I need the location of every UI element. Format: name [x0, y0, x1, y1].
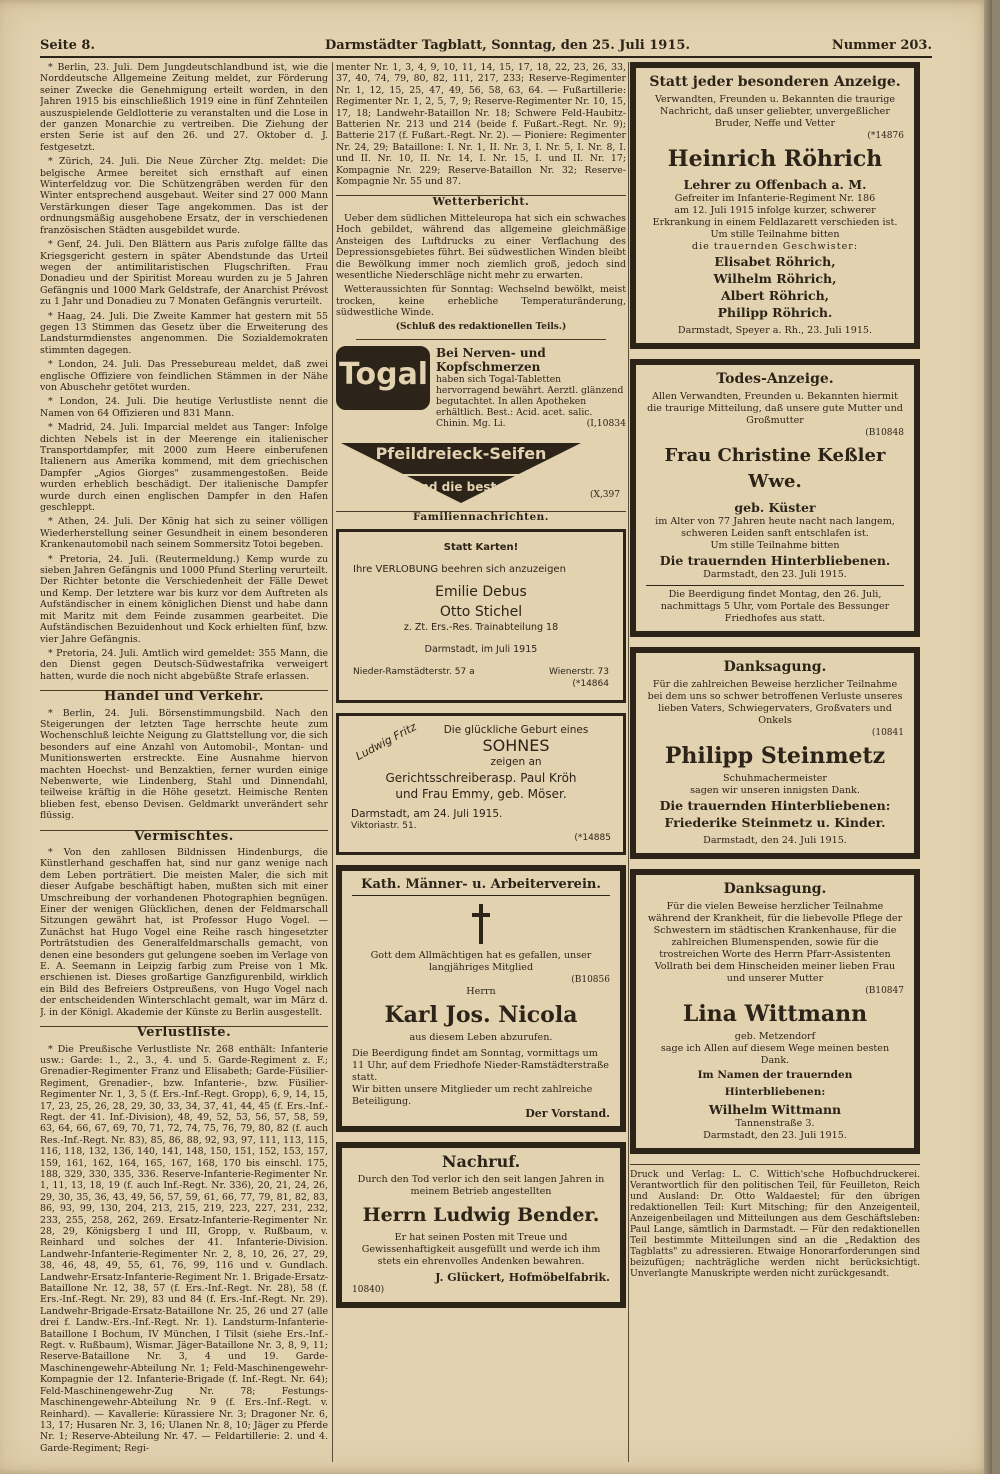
kessler-obituary — [630, 359, 920, 637]
nachruf-name: Herrn Ludwig Bender. — [362, 1204, 600, 1227]
birth-code: (*14885 — [574, 833, 611, 844]
birth-son: SOHNES — [482, 736, 550, 756]
roehrich-sibling: Wilhelm Röhrich, — [713, 271, 837, 286]
news-item: * Von den zahllosen Bildnissen Hindenburgs, die Künstlerhand geschaffen hat, sind nur ganz wenige nach dem Leben porträtiert. Die meisten Maler, die sich mit dieser Aufgabe beschäftigt haben, mußten sich mit einer Umschreibung der vorhandenen Photographien begnügen. Einer der wenigen Glücklichen, denen der Feldmarschall Sitzungen gewährt hat, ist Professor Hugo Vogel. — Zunächst hat Hugo Vogel eine Reihe rasch hingesetzter Porträtstudien des Generalfeldmarschalls gemacht, von denen eine besonders gut gelungene soeben im Verlage von E. A. Seemann in Leipzig farbig zum Preise von 1 Mk. erschienen ist. Dieses großartige Ganzfigurenbild, wirklich ein Bild des Befreiers Ostpreußens, von Hugo Vogel nach der entscheidenden Winterschlacht gemalt, war im März d. J. in der Königl. Akademie der Künste zu Berlin ausgestellt. — [40, 847, 328, 1018]
engagement-unit: z. Zt. Ers.-Res. Trainabteilung 18 — [403, 622, 559, 634]
weather-forecast: Wetteraussichten für Sonntag: Wechselnd bewölkt, meist trocken, keine erhebliche Temperaturänderung, südwestliche Winde. — [336, 284, 626, 319]
roehrich-rank: Gefreiter im Infanterie-Regiment Nr. 186 — [674, 193, 876, 204]
divider — [630, 1164, 920, 1165]
steinmetz-text4: Friederike Steinmetz u. Kinder. — [664, 815, 886, 830]
verein-text4: Wir bitten unsere Mitglieder um recht zahlreiche Beteiligung. — [352, 1084, 593, 1108]
birth-line2: zeigen an — [490, 756, 542, 769]
engagement-addr2: Wienerstr. 73 — [549, 667, 609, 678]
page-header — [40, 38, 932, 58]
engagement-addr1: Nieder-Ramstädterstr. 57 a — [353, 667, 475, 678]
verein-text2: aus diesem Leben abzurufen. — [409, 1032, 553, 1044]
wittmann-code: (B10847 — [865, 986, 904, 996]
roehrich-name: Heinrich Röhrich — [667, 146, 883, 172]
verein-code: (B10856 — [571, 975, 610, 986]
news-item: * London, 24. Juli. Die heutige Verlustliste nennt die Namen von 64 Offizieren und 831 Mann. — [40, 396, 328, 419]
news-item: * Die Preußische Verlustliste Nr. 268 enthält: Infanterie usw.: Garde: 1., 2., 3., 4. und 5. Garde-Regiment z. F.; Grenadier-Regimenter Franz und Elisabeth; Garde-Füsilier-Regiment, Grenadier-, bzw. Infanterie-, bzw. Füsilier-Regimenter Nr. 1, 3, 5 (f. Ers.-Inf.-Regt. Gropp), 6, 9, 14, 15, 17, 23, 25, 26, 28, 29, 30, 33, 34, 37, 41, 44, 45 (f. Ers.-Inf.-Regt. der 41. Inf.-Division), 48, 49, 52, 53, 56, 57, 58, 59, 63, 64, 66, 67, 69, 70, 71, 72, 74, 75, 76, 79, 80, 82 (f. auch Res.-Inf.-Regt. Nr. 83), 85, 86, 88, 92, 93, 97, 111, 113, 115, 116, 118, 132, 136, 140, 141, 148, 150, 151, 152, 153, 157, 159, 161, 162, 164, 165, 167, 168, 170 bis einschl. 175, 188, 329, 330, 335, 336. Reserve-Infanterie-Regimenter Nr. 1, 11, 13, 18, 19 (f. auch Inf.-Regt. Nr. 336), 20, 21, 24, 26, 29, 30, 35, 36, 43, 49, 56, 57, 59, 61, 66, 77, 79, 81, 82, 83, 86, 93, 99, 130, 204, 213, 215, 219, 223, 227, 231, 232, 233, 255, 258, 262, 269. Ersatz-Infanterie-Regimenter Nr. 28, 29, Königsberg I und III, Gropp, v. Rußbaum, v. Reinhard und solches der 41. Infanterie-Division. Landwehr-Infanterie-Regimenter Nr. 2, 8, 10, 26, 27, 29, 38, 46, 48, 49, 55, 61, 76, 99, 116 und v. Gundlach. Landwehr-Ersatz-Infanterie-Regiment Nr. 1. Brigade-Ersatz-Bataillone Nr. 12, 38, 57 (f. Ers.-Inf.-Regt. Nr. 28), 58 (f. Ers.-Inf.-Regt. Nr. 29), 83 und 84 (f. Ers.-Inf.-Regt. Nr. 29). Landwehr-Brigade-Ersatz-Bataillone Nr. 25, 26 und 27 (alle drei f. Landw.-Ers.-Inf.-Regt. Nr. 1). Landsturm-Infanterie-Bataillone I Bochum, IV München, I Tilsit (siehe Ers.-Inf.-Regt. v. Rußbaum), Wismar. Jäger-Bataillone Nr. 3, 8, 9, 11; Reserve-Bataillone Nr. 3, 4 und 19. Garde-Maschinengewehr-Abteilung Nr. 1; Feld-Maschinengewehr-Kompagnie der 12. Infanterie-Brigade (f. Inf.-Regt. Nr. 64); Feld-Maschinengewehr-Zug Nr. 78; Festungs-Maschinengewehr-Abteilung Nr. 9 (f. Ers.-Inf.-Regt. v. Reinhard). — Kavallerie: Kürassiere Nr. 3; Dragoner Nr. 6, 13, 17; Husaren Nr. 3, 16; Ulanen Nr. 8, 10; Jäger zu Pferde Nr. 1; Reserve-Abteilung Nr. 47. — Feldartillerie: 2. und 4. Garde-Regiment; Regi- — [40, 1043, 328, 1454]
news-item: * Berlin, 23. Juli. Dem Jungdeutschlandbund ist, wie die Norddeutsche Allgemeine Zeitung meldet, zur Förderung seiner Zwecke die Genehmigung erteilt worden, in den Jahren 1915 bis einschließlich 1919 eine in fünf Zehnteilen auszuspielende Geldlotterie zu veranstalten und die Lose in der ganzen Monarchie zu vertreiben. Die Ziehung der ersten Serie ist auf den 26. und 27. Oktober d. J. festgesetzt. — [40, 62, 328, 153]
header-rule — [40, 56, 932, 58]
column-middle — [336, 62, 626, 1462]
issue-number: Nummer 203. — [831, 38, 932, 53]
kessler-text2: im Alter von 77 Jahren heute nacht nach langem, schweren Leiden sanft entschlafen ist. — [655, 516, 895, 539]
nachruf-text1: Durch den Tod verlor ich den seit langen Jahren in meinem Betrieb angestellten — [357, 1174, 605, 1198]
nachruf-code: 10840) — [352, 1285, 385, 1296]
masthead-date: Darmstädter Tagblatt, Sonntag, den 25. Juli 1915. — [325, 38, 690, 53]
divider — [356, 339, 606, 340]
news-item: * Pretoria, 24. Juli. (Reutermeldung.) Kemp wurde zu sieben Jahren Gefängnis und 1000 Pfund Sterling verurteilt. Der Richter betonte die Verschiedenheit der Fälle Dewet und Kemp. Der letztere war bis kurz vor dem Auftreten als Aufständischer in einem königlichen Dienst und habe dann mit Maritz mit dem Feinde zusammen gearbeitet. Die Aufständischen Bezuidenhout und Kock erhielten fünf, bzw. vier Jahre Gefängnis. — [40, 553, 328, 645]
birth-address: Viktoriastr. 51. — [351, 821, 417, 832]
togal-body: haben sich Togal-Tabletten hervorragend bewährt. Aerztl. glänzend begutachtet. In allen Apotheken erhältlich. Best.: Acid. acet. salic. Chinin. Mg. Li. — [436, 373, 624, 429]
steinmetz-title: Danksagung. — [723, 659, 827, 675]
steinmetz-text1: Für die zahlreichen Beweise herzlicher Teilnahme bei dem uns so schwer betroffenen Verluste unseres lieben Vaters, Schwiegervaters, Großvaters und Onkels — [647, 679, 903, 726]
birth-name1: Gerichtsschreiberasp. Paul Kröh — [385, 771, 577, 786]
wittmann-thanks — [630, 869, 920, 1154]
roehrich-title: Statt jeder besonderen Anzeige. — [649, 74, 901, 90]
steinmetz-place: Darmstadt, den 24. Juli 1915. — [703, 835, 847, 846]
nachruf-title: Nachruf. — [441, 1152, 521, 1172]
wittmann-place: Darmstadt, den 23. Juli 1915. — [703, 1130, 847, 1141]
roehrich-text2: am 12. Juli 1915 infolge kurzer, schwerer Erkrankung in einem Feldlazarett verschieden ist. — [652, 205, 898, 228]
column-rule — [628, 62, 629, 1462]
wittmann-addr: Tannenstraße 3. — [735, 1118, 815, 1129]
nachruf-notice — [336, 1142, 626, 1308]
steinmetz-text3: Die trauernden Hinterbliebenen: — [659, 798, 891, 813]
page-number: Seite 8. — [40, 38, 95, 53]
verein-sign: Der Vorstand. — [525, 1107, 610, 1121]
wittmann-text1: Für die vielen Beweise herzlicher Teilnahme während der Krankheit, für die liebevolle Pflege der Schwestern im städtischen Krankenhause, für die zahlreichen Blumenspenden, sowie für die trostreichen Worte des Herrn Pfarr-Assistenten Vollrath bei dem Hinscheiden meiner lieben Frau und unserer Mutter — [647, 901, 903, 984]
roehrich-role: Lehrer zu Offenbach a. M. — [683, 177, 867, 192]
birth-signature: Ludwig Fritz — [353, 720, 419, 764]
verein-herrn: Herrn — [466, 986, 496, 998]
wittmann-text2: sage ich Allen auf diesem Wege meinen besten Dank. — [660, 1043, 890, 1066]
roehrich-place: Darmstadt, Speyer a. Rh., 23. Juli 1915. — [677, 325, 873, 336]
steinmetz-thanks — [630, 647, 920, 859]
verein-title: Kath. Männer- u. Arbeiterverein. — [352, 879, 610, 896]
kessler-title: Todes-Anzeige. — [716, 371, 834, 387]
verein-text3: Die Beerdigung findet am Sonntag, vormittags um 11 Uhr, auf dem Friedhofe Nieder-Ramstädterstraße statt. — [352, 1048, 609, 1084]
news-item: * Genf, 24. Juli. Den Blättern aus Paris zufolge fällte das Kriegsgericht gestern in später Abendstunde das Urteil wegen der antimilitaristischen Flugschriften. Frau Donadieu und der Spiritist Moreau wurden zu je 5 Jahren Gefängnis und 1000 Mark Geldstrafe, der Anarchist Prévost zu 1 Jahr und Donadieu zu 7 Monaten Gefängnis verurteilt. — [40, 239, 328, 308]
verein-text1: Gott dem Allmächtigen hat es gefallen, unser langjähriges Mitglied — [370, 950, 592, 974]
roehrich-code: (*14876 — [867, 131, 904, 141]
engagement-place: Darmstadt, im Juli 1915 — [424, 644, 538, 656]
news-item: * Haag, 24. Juli. Die Zweite Kammer hat gestern mit 55 gegen 13 Stimmen das Gesetz über die Erweiterung des Landsturmdienstes angenommen. Die Sozialdemokraten stimmten dagegen. — [40, 310, 328, 356]
birth-notice — [336, 713, 626, 855]
engagement-name1: Emilie Debus — [435, 584, 527, 601]
roehrich-sibling: Elisabet Röhrich, — [714, 254, 836, 269]
wittmann-text3: Im Namen der trauernden Hinterbliebenen: — [697, 1069, 853, 1098]
engagement-notice — [336, 529, 626, 703]
page-edge — [984, 0, 992, 1474]
column-notices — [630, 62, 920, 1462]
wittmann-sign: Wilhelm Wittmann — [708, 1102, 842, 1117]
news-item: * London, 24. Juli. Das Pressebureau meldet, daß zwei englische Offiziere von feindlichen Stämmen in der Nähe von Abuschehr getötet wurden. — [40, 359, 328, 393]
engagement-intro: Ihre VERLOBUNG beehren sich anzuzeigen — [353, 564, 566, 576]
seifen-line2: sind die besten — [409, 479, 513, 494]
imprint: Druck und Verlag: L. C. Wittich'sche Hofbuchdruckerei. Verantwortlich für den politischen Teil, für Feuilleton, Reich und Ausland: Dr. Otto Waldaestel; für den übrigen redaktionellen Teil: Kurt Mitsching; für den Anzeigenteil, Anzeigenbeilagen und Mitteilungen aus dem Geschäftsleben: Paul Lange, sämtlich in Darmstadt. — Für den redaktionellen Teil bestimmte Mitteilungen sind an die „Redaktion des Tagblatts" zu adressieren. Etwaige Honorarforderungen sind beizufügen; nachträgliche werden nicht berücksichtigt. Unverlangte Manuskripte werden nicht zurückgesandt. — [630, 1169, 920, 1279]
kessler-name: Frau Christine Keßler Wwe. — [664, 445, 886, 492]
news-item: * Athen, 24. Juli. Der König hat sich zu seiner völligen Wiederherstellung seiner Gesundheit in einem besonderen Krankenautomobil nach seinem Sommersitz Totoi begeben. — [40, 516, 328, 551]
verein-deceased-name: Karl Jos. Nicola — [384, 1002, 578, 1029]
kessler-born: geb. Küster — [734, 500, 816, 515]
nachruf-sign: J. Glückert, Hofmöbelfabrik. — [435, 1271, 610, 1285]
birth-name2: und Frau Emmy, geb. Möser. — [395, 787, 567, 802]
news-item: * Berlin, 24. Juli. Börsenstimmungsbild. Nach den Steigerungen der letzten Tage herrschte heute zum Wochenschluß leichte Neigung zu Glattstellung vor, die sich besonders auf eine Anzahl von Automobil-, Montan- und Munitionswerten erstreckte. Eine Ausnahme hiervon machten Hoechst- und Benzaktien, ferner wurden einige Nebenwerte, wie Lindenberg, Stahl und Dinnendahl, teilweise kräftig in die Höhe gesetzt. Heimische Renten blieben fest, ebenso Devisen. Geldmarkt unverändert sehr flüssig. — [40, 707, 328, 822]
section-title-vermischtes: Vermischtes. — [40, 830, 328, 842]
steinmetz-name: Philipp Steinmetz — [664, 743, 886, 769]
wittmann-name: Lina Wittmann — [682, 1001, 868, 1027]
seifen-line1: Pfeildreieck-Seifen — [375, 443, 547, 463]
seifen-code: (X,397 — [590, 489, 620, 500]
roehrich-sibling: Albert Röhrich, — [720, 288, 830, 303]
togal-ad-text — [436, 346, 626, 429]
roehrich-sibling: Philipp Röhrich. — [717, 305, 833, 320]
column-news — [40, 62, 328, 1462]
kessler-text5: Die Beerdigung findet Montag, den 26. Juli, nachmittags 5 Uhr, vom Portale des Bessunger Friedhofes aus statt. — [646, 585, 904, 625]
togal-ad — [336, 346, 626, 429]
kessler-text3: Um stille Teilnahme bitten — [710, 540, 840, 551]
steinmetz-text2: sagen wir unseren innigsten Dank. — [690, 785, 860, 796]
kessler-text1: Allen Verwandten, Freunden u. Bekannten hiermit die traurige Mitteilung, daß unsere gute Mutter und Großmutter — [647, 391, 903, 426]
steinmetz-role: Schuhmachermeister — [723, 773, 827, 784]
roehrich-text3: Um stille Teilnahme bitten — [710, 229, 840, 240]
birth-place: Darmstadt, am 24. Juli 1915. — [351, 808, 503, 821]
wittmann-title: Danksagung. — [723, 881, 827, 897]
roehrich-text1: Verwandten, Freunden u. Bekannten die traurige Nachricht, daß unser geliebter, unvergeßlicher Bruder, Neffe und Vetter — [654, 94, 896, 129]
kessler-code: (B10848 — [865, 428, 904, 438]
weather-report: Ueber dem südlichen Mitteleuropa hat sich ein schwaches Hoch gebildet, während das allgemeine gleichmäßige Ansteigen des Luftdrucks zu einer Verflachung des Depressionsgebietes führt. Bei südwestlichen Winden bleibt die Bewölkung immer noch ziemlich groß, jedoch sind wesentliche Niederschläge nicht mehr zu erwarten. — [336, 212, 626, 281]
engagement-addresses — [353, 666, 609, 678]
verein-obituary — [336, 865, 626, 1132]
news-item: * Pretoria, 24. Juli. Amtlich wird gemeldet: 355 Mann, die den Dienst gegen Deutsch-Südwestafrika verweigert hatten, wurde die noch nicht abgebüßte Strafe erlassen. — [40, 647, 328, 682]
birth-line1: Die glückliche Geburt eines — [443, 724, 589, 737]
steinmetz-code: (10841 — [871, 728, 904, 738]
seifen-triangle-icon — [336, 435, 626, 505]
section-title-familien: Familiennachrichten. — [336, 511, 626, 523]
togal-logo: Togal — [336, 346, 430, 410]
togal-headline: Bei Nerven- und Kopfschmerzen — [436, 345, 546, 374]
news-item: * Zürich, 24. Juli. Die Neue Zürcher Ztg. meldet: Die belgische Armee bereitet sich ernsthaft auf einen Winterfeldzug vor. Die Schützengräben werden für den Winter entsprechend ausgebaut. Weiter sind 27 000 Mann Verstärkungen dieser Tage angekommen. Das ist der ordnungsmäßig ausgehobene Ersatz, der in verschiedenen französischen Städten ausgebildet wurde. — [40, 156, 328, 236]
news-item: menter Nr. 1, 3, 4, 9, 10, 11, 14, 15, 17, 18, 22, 23, 26, 33, 37, 40, 74, 79, 80, 82, 111, 217, 233; Reserve-Regimenter Nr. 1, 12, 15, 25, 47, 49, 56, 58, 63, 64. — Fußartillerie: Regimenter Nr. 1, 2, 5, 7, 9; Reserve-Regimenter Nr. 10, 15, 17, 18; Landwehr-Bataillon Nr. 18; Schwere Feld-Haubitz-Batterien Nr. 213 und 214 (beide f. Fußart.-Regt. Nr. 9); Batterie 217 (f. Fußart.-Regt. Nr. 2). — Pioniere: Regimenter Nr. 24, 29; Bataillone: I. Nr. 1, II. Nr. 3, I. Nr. 5, I. Nr. 8, I. und II. Nr. 10, II. Nr. 14, I. Nr. 15, I. und II. Nr. 17; Kompagnie Nr. 229; Reserve-Bataillon Nr. 32; Reserve-Kompagnie Nr. 55 und 87. — [336, 62, 626, 188]
engagement-title: Statt Karten! — [443, 542, 519, 554]
kessler-text4: Die trauernden Hinterbliebenen. — [659, 553, 891, 568]
column-rule — [332, 62, 333, 1462]
editorial-end: (Schluß des redaktionellen Teils.) — [395, 321, 567, 332]
seifen-ad — [336, 435, 626, 505]
cross-icon — [472, 904, 490, 944]
roehrich-text4: die trauernden Geschwister: — [691, 241, 859, 252]
nachruf-text2: Er hat seinen Posten mit Treue und Gewissenhaftigkeit ausgefüllt und werde ich ihm stets ein ehrenvolles Andenken bewahren. — [361, 1232, 601, 1268]
roehrich-obituary — [630, 62, 920, 349]
kessler-place: Darmstadt, den 23. Juli 1915. — [703, 569, 847, 580]
section-title-wetter: Wetterbericht. — [336, 195, 626, 207]
engagement-name2: Otto Stichel — [439, 604, 523, 621]
section-title-handel: Handel und Verkehr. — [40, 690, 328, 702]
togal-code: (I,10834 — [586, 417, 626, 429]
wittmann-born: geb. Metzendorf — [734, 1031, 816, 1042]
engagement-code: (*14864 — [572, 679, 609, 690]
news-item: * Madrid, 24. Juli. Imparcial meldet aus Tanger: Infolge dichten Nebels ist in der Meerenge ein italienischer Transportdampfer, mit 2000 zum Heere einberufenen Italienern aus Amerika kommend, mit dem griechischen Dampfer „Agios Giorges" zusammengestoßen. Beide wurden erheblich beschädigt. Der italienische Dampfer wurde durch einen englischen Dampfer in den Hafen geschleppt. — [40, 422, 328, 514]
section-title-verlustliste: Verlustliste. — [40, 1026, 328, 1038]
